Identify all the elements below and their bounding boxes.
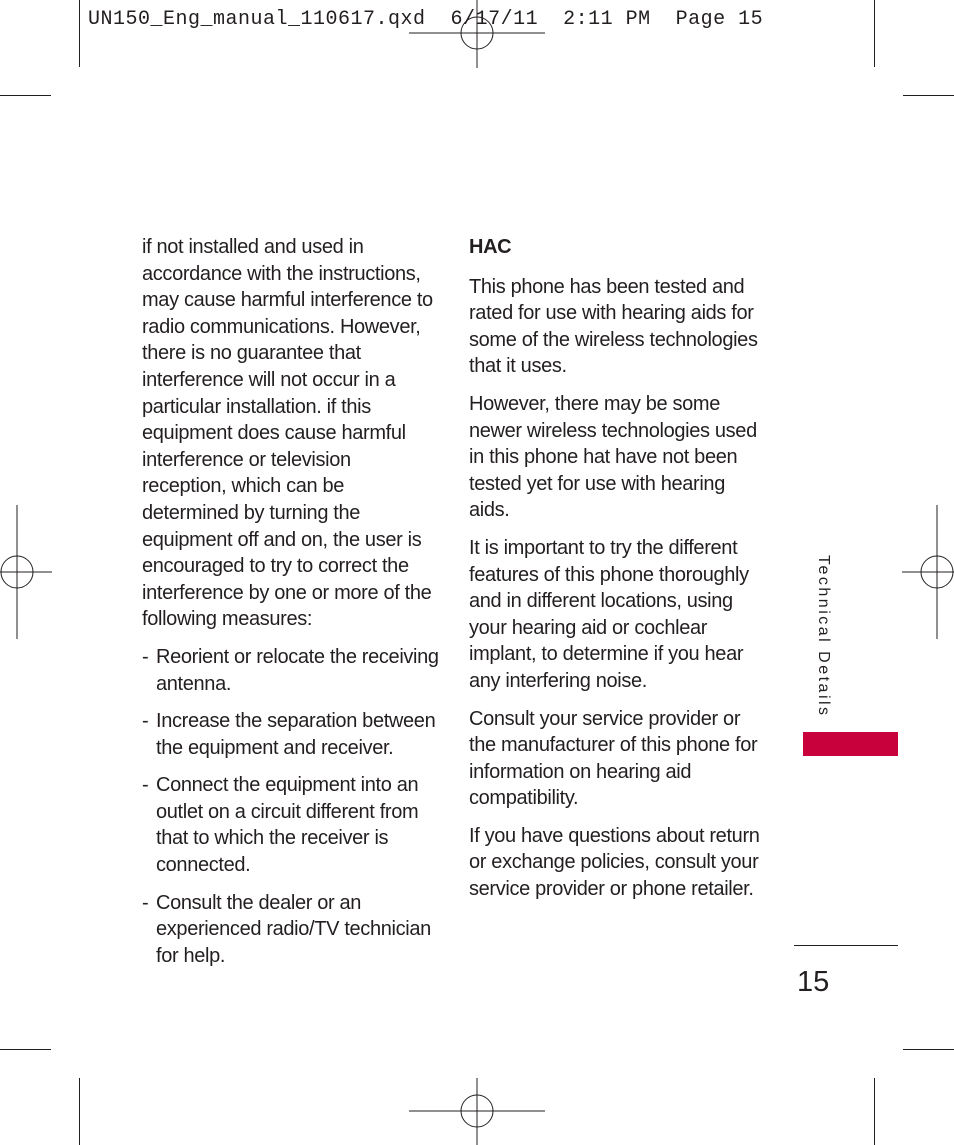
left-column — [142, 234, 440, 969]
divider — [794, 945, 898, 946]
crop-mark — [0, 1049, 51, 1050]
page-number: 15 — [797, 966, 830, 998]
print-slug: UN150_Eng_manual_110617.qxd 6/17/11 2:11 PM Page 15 — [88, 8, 764, 31]
crop-mark — [903, 95, 954, 96]
chapter-tab — [803, 732, 898, 756]
registration-mark-icon — [0, 505, 52, 639]
right-column — [469, 234, 769, 914]
paragraph: It is important to try the different features of this phone thoroughly and in different locations, using your hearing aid or cochlear implant, to determine if you hear any interfering noise. — [469, 536, 749, 692]
paragraph: If you have questions about return or exchange policies, consult your service provider or phone retailer. — [469, 824, 760, 901]
crop-mark — [903, 1049, 954, 1050]
registration-mark-icon — [902, 505, 954, 639]
list-item: - Increase the separation between the equipment and receiver. — [142, 710, 436, 759]
registration-mark-icon — [409, 1078, 545, 1145]
crop-mark — [874, 0, 875, 67]
registration-mark-icon — [409, 0, 545, 68]
crop-mark — [79, 1078, 80, 1145]
paragraph: However, there may be some newer wireless technologies used in this phone hat have not been tested yet for use with hearing aids. — [469, 392, 757, 522]
list-item: - Connect the equipment into an outlet on a circuit different from that to which the receiver is connected. — [142, 774, 419, 877]
list-item: - Consult the dealer or an experienced radio/TV technician for help. — [142, 891, 431, 967]
crop-mark — [79, 0, 80, 67]
paragraph: This phone has been tested and rated for use with hearing aids for some of the wireless technologies that it uses. — [469, 275, 758, 378]
chapter-label: Technical Details — [815, 555, 832, 718]
crop-mark — [874, 1078, 875, 1145]
intro-paragraph: if not installed and used in accordance with the instructions, may cause harmful interference to radio communications. However, there is no guarantee that interference will not occur in a particular installation. if this equipment does cause harmful interference or television reception, which can be determined by turning the equipment off and on, the user is encouraged to try to correct the interference by one or more of the following measures: — [142, 236, 433, 631]
paragraph: Consult your service provider or the manufacturer of this phone for information on hearing aid compatibility. — [469, 707, 758, 810]
list-item: - Reorient or relocate the receiving antenna. — [142, 645, 439, 695]
section-heading: HAC — [469, 236, 512, 258]
crop-mark — [0, 95, 51, 96]
